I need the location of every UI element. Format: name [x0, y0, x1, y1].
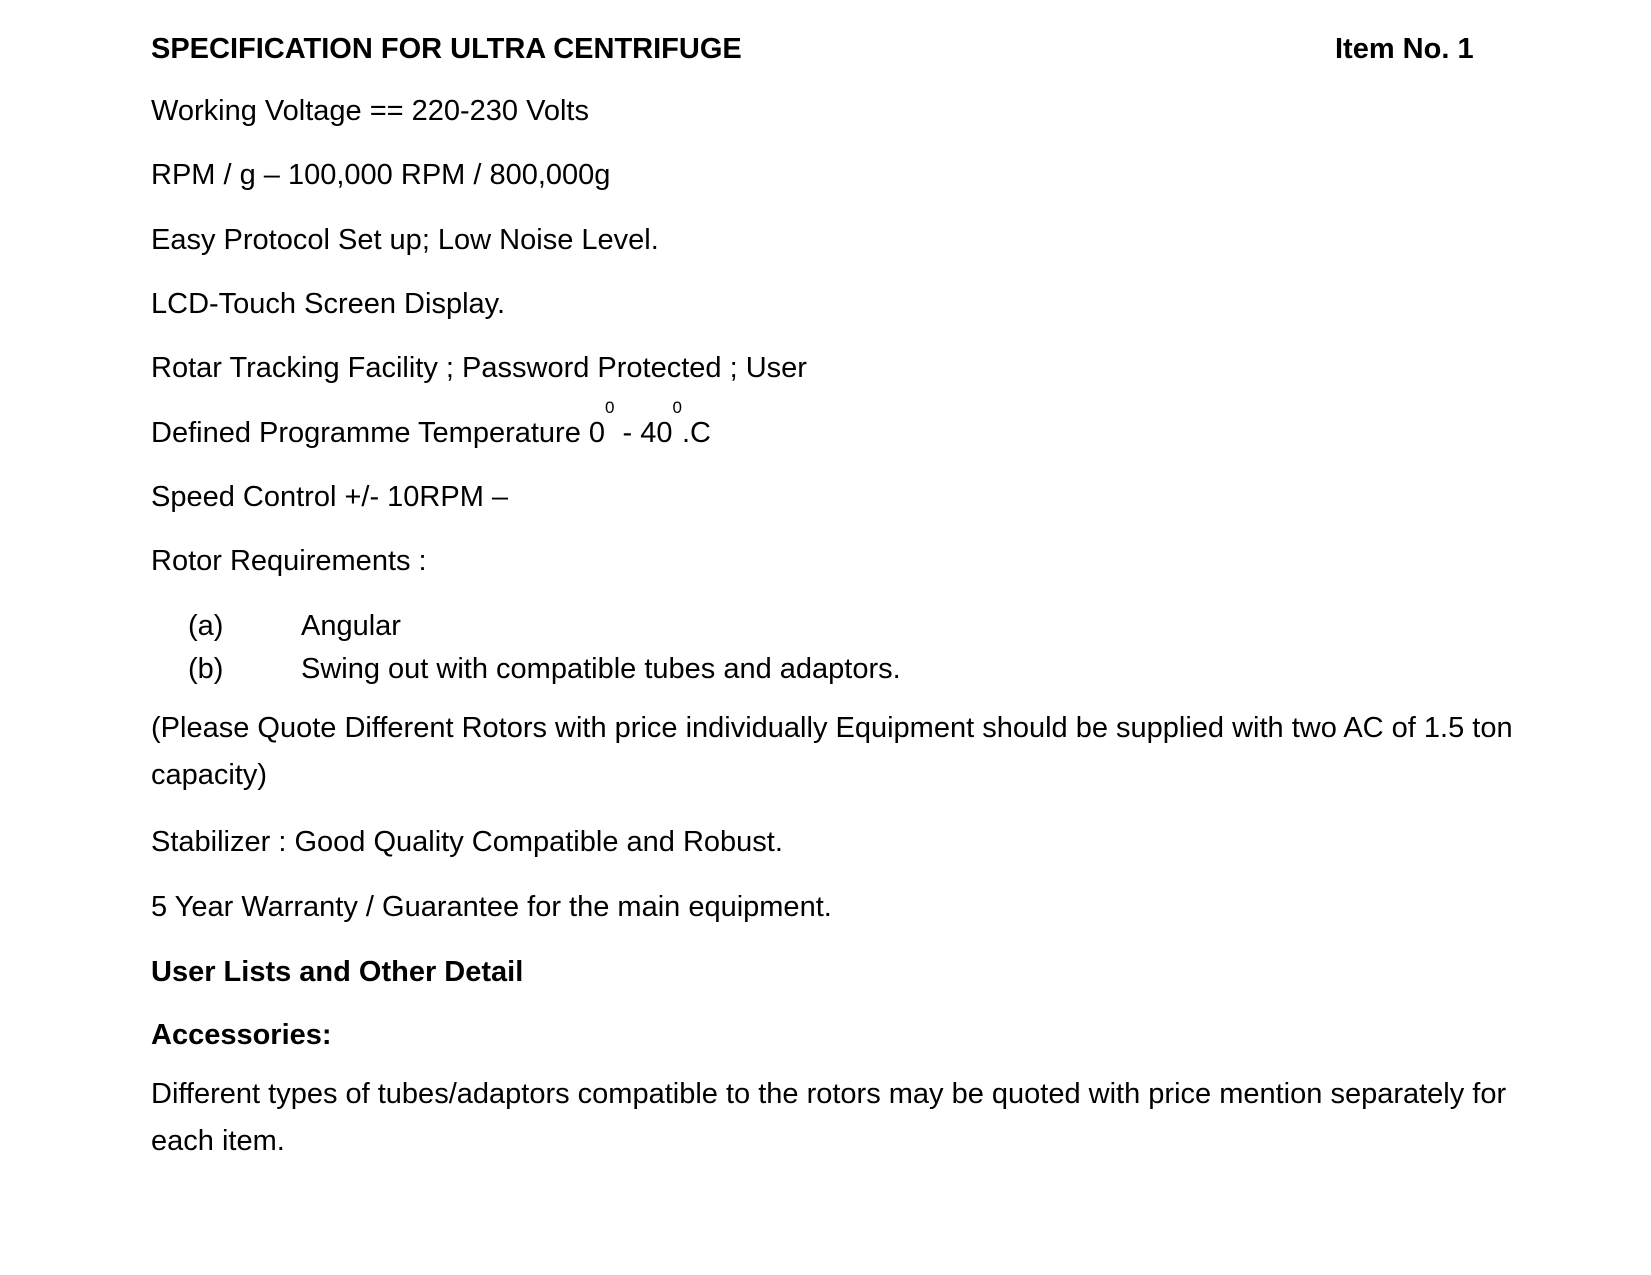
degree-superscript-1: 0	[605, 398, 615, 417]
list-item	[188, 652, 901, 686]
rotor-requirements-line: Rotor Requirements :	[151, 545, 427, 577]
temperature-mid: - 40	[614, 417, 673, 449]
user-lists-heading: User Lists and Other Detail	[151, 956, 524, 988]
degree-superscript-2: 0	[672, 398, 682, 417]
list-marker: (b)	[188, 653, 224, 685]
speed-line: Speed Control +/- 10RPM –	[151, 481, 509, 513]
temperature-line	[151, 398, 711, 450]
temperature-prefix: Defined Programme Temperature 0	[151, 417, 606, 449]
list-marker: (a)	[188, 610, 224, 642]
list-item-text: Swing out with compatible tubes and adaptors.	[301, 653, 901, 685]
item-number: Item No. 1	[1335, 33, 1474, 65]
accessories-heading: Accessories:	[151, 1019, 332, 1051]
display-line: LCD-Touch Screen Display.	[151, 288, 506, 320]
stabilizer-line: Stabilizer : Good Quality Compatible and Robust.	[151, 826, 783, 858]
tracking-line: Rotar Tracking Facility ; Password Protected ; User	[151, 352, 807, 384]
list-item-text: Angular	[301, 610, 401, 642]
accessories-text: Different types of tubes/adaptors compatible to the rotors may be quoted with price mention separately for each item.	[151, 1078, 1507, 1157]
rpm-line: RPM / g – 100,000 RPM / 800,000g	[151, 159, 611, 191]
protocol-line: Easy Protocol Set up; Low Noise Level.	[151, 224, 659, 256]
document-title: SPECIFICATION FOR ULTRA CENTRIFUGE	[151, 33, 742, 65]
list-item	[188, 609, 401, 643]
voltage-line: Working Voltage == 220-230 Volts	[151, 95, 589, 127]
warranty-line: 5 Year Warranty / Guarantee for the main equipment.	[151, 891, 832, 923]
quote-note: (Please Quote Different Rotors with price individually Equipment should be supplied with two AC of 1.5 ton capacity)	[151, 712, 1513, 791]
temperature-suffix: .C	[682, 417, 711, 449]
